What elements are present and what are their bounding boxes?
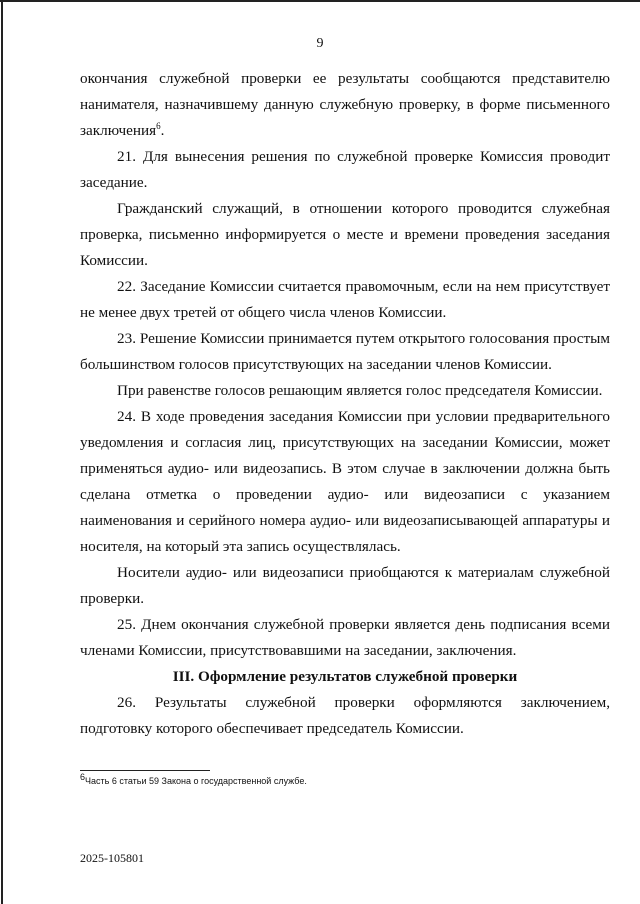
footnote-separator	[80, 770, 210, 771]
paragraph-23-tie: При равенстве голосов решающим является голос председателя Комиссии.	[117, 382, 603, 399]
paragraph-21: 21. Для вынесения решения по служебной проверке Комиссия проводит заседание.	[80, 148, 610, 191]
document-body	[80, 66, 610, 742]
footnote-mark: 6	[80, 772, 86, 782]
footnote-reference: 6	[156, 120, 161, 131]
paragraph-22: 22. Заседание Комиссии считается правомочным, если на нем присутствует не менее двух третей от общего числа членов Комиссии.	[80, 278, 610, 321]
paragraph-26: 26. Результаты служебной проверки оформляются заключением, подготовку которого обеспечивает председатель Комиссии.	[80, 694, 610, 737]
scan-edge-left	[1, 0, 3, 904]
paragraph-continuation: окончания служебной проверки ее результаты сообщаются представителю нанимателя, назначившему данную служебную проверку, в форме письменного заключения$^6$.	[80, 70, 610, 139]
section-heading: III. Оформление результатов служебной проверки	[172, 668, 518, 685]
paragraph-21-notice: Гражданский служащий, в отношении которого проводится служебная проверка, письменно информируется о месте и времени проведения заседания Комиссии.	[80, 200, 610, 269]
document-code: 2025-105801	[80, 851, 144, 865]
paragraph-24-media: Носители аудио- или видеозаписи приобщаются к материалам служебной проверки.	[80, 564, 610, 607]
paragraph-25: 25. Днем окончания служебной проверки является день подписания всеми членами Комиссии, присутствовавшими на заседании, заключения.	[80, 616, 610, 659]
footnote-text: Часть 6 статьи 59 Закона о государственной службе.	[85, 776, 307, 786]
paragraph-24: 24. В ходе проведения заседания Комиссии при условии предварительного уведомления и согласия лиц, присутствующих на заседании Комиссии, может применяться аудио- или видеозапись. В этом случае в заключении должна быть сделана отметка о проведении аудио- или видеозаписи с указанием наименования и серийного номера аудио- или видеозаписывающей аппаратуры и носителя, на который эта запись осуществлялась.	[80, 408, 610, 555]
footnote	[80, 772, 610, 786]
page-number: 9	[316, 36, 324, 51]
paragraph-23: 23. Решение Комиссии принимается путем открытого голосования простым большинством голосов присутствующих на заседании членов Комиссии.	[80, 330, 610, 373]
scan-edge-top	[0, 0, 640, 2]
